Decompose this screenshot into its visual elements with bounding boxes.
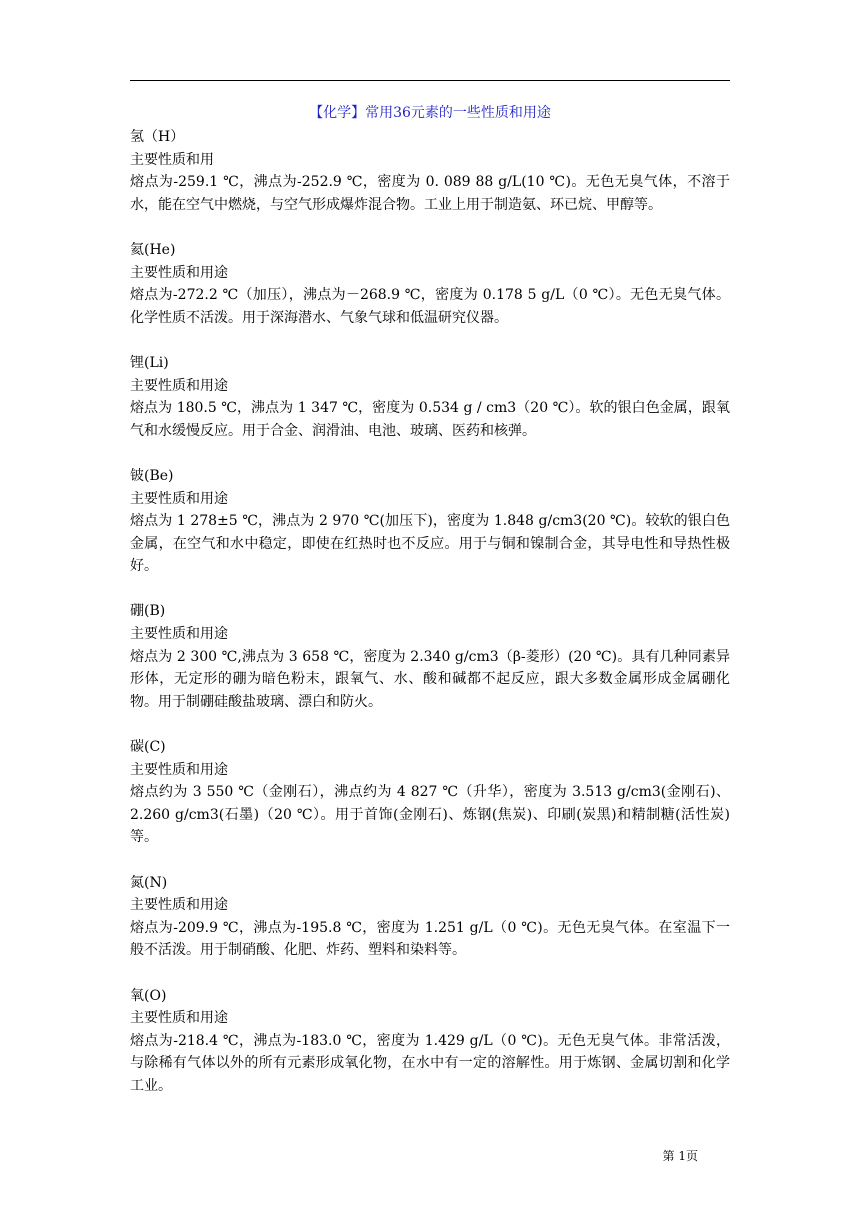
element-description: 熔点为 180.5 ℃，沸点为 1 347 ℃，密度为 0.534 g / cm3（20 ℃）。软的银白色金属，跟氧气和水缓慢反应。用于合金、润滑油、电池、玻璃、医药和核弹。 xyxy=(130,400,730,439)
element-name: 氧(O) xyxy=(130,987,167,1004)
element-subtitle: 主要性质和用途 xyxy=(130,1010,228,1027)
document-body xyxy=(130,126,730,1120)
element-entry-helium xyxy=(130,239,730,329)
page-title: 【化学】常用36元素的一些性质和用途 xyxy=(309,105,551,121)
element-name: 硼(B) xyxy=(130,603,166,620)
element-name: 铍(Be) xyxy=(130,467,174,484)
element-subtitle: 主要性质和用途 xyxy=(130,626,228,643)
element-subtitle: 主要性质和用途 xyxy=(130,897,228,914)
element-subtitle: 主要性质和用 xyxy=(130,151,214,168)
element-description: 熔点为-259.1 ℃，沸点为-252.9 ℃，密度为 0. 089 88 g/L(10 ℃)。无色无臭气体，不溶于水，能在空气中燃烧，与空气形成爆炸混合物。工业上用于制造氨、环已烷、甲醇等。 xyxy=(130,174,730,213)
element-subtitle: 主要性质和用途 xyxy=(130,264,228,281)
element-subtitle: 主要性质和用途 xyxy=(130,377,228,394)
element-description: 熔点为-272.2 ℃（加压），沸点为－268.9 ℃，密度为 0.178 5 g/L（0 ℃）。无色无臭气体。化学性质不活泼。用于深海潜水、气象气球和低温研究仪器。 xyxy=(130,287,730,326)
element-description: 熔点为-209.9 ℃，沸点为-195.8 ℃，密度为 1.251 g/L（0 ℃)。无色无臭气体。在室温下一般不活泼。用于制硝酸、化肥、炸药、塑料和染料等。 xyxy=(130,919,730,959)
element-entry-hydrogen xyxy=(130,126,730,216)
element-entry-boron xyxy=(130,600,730,713)
element-entry-oxygen xyxy=(130,985,730,1098)
element-name: 碳(C) xyxy=(130,739,166,756)
element-name: 氮(N) xyxy=(130,874,168,891)
element-subtitle: 主要性质和用途 xyxy=(130,490,228,507)
element-entry-lithium xyxy=(130,352,730,442)
element-description: 熔点约为 3 550 ℃（金刚石），沸点约为 4 827 ℃（升华），密度为 3.513 g/cm3(金刚石)、2.260 g/cm3(石墨)（20 ℃）。用于首饰(金刚石)、炼钢(焦炭)、印刷(炭黑)和精制糖(活性炭)等。 xyxy=(130,784,730,846)
element-name: 锂(Li) xyxy=(130,354,169,371)
element-subtitle: 主要性质和用途 xyxy=(130,761,228,778)
element-name: 氢（H） xyxy=(130,129,185,145)
page-number: 第 1页 xyxy=(662,1149,698,1163)
element-name: 氦(He) xyxy=(130,241,176,258)
element-description: 熔点为 1 278±5 ℃，沸点为 2 970 ℃(加压下)，密度为 1.848 g/cm3(20 ℃)。较软的银白色金属，在空气和水中稳定，即使在红热时也不反应。用于与铜和镍制合金，其导电性和导热性极好。 xyxy=(130,513,730,575)
element-entry-nitrogen xyxy=(130,872,730,962)
element-description: 熔点为 2 300 ℃,沸点为 3 658 ℃，密度为 2.340 g/cm3（β-菱形）(20 ℃)。具有几种同素异形体，无定形的硼为暗色粉末，跟氧气、水、酸和碱都不起反应，跟大多数金属形成金属硼化物。用于制硼硅酸盐玻璃、漂白和防火。 xyxy=(130,648,730,710)
element-entry-beryllium xyxy=(130,465,730,578)
header-rule xyxy=(130,80,730,81)
element-description: 熔点为-218.4 ℃，沸点为-183.0 ℃，密度为 1.429 g/L（0 ℃)。无色无臭气体。非常活泼，与除稀有气体以外的所有元素形成氧化物，在水中有一定的溶解性。用于炼钢、金属切割和化学工业。 xyxy=(130,1032,730,1094)
element-entry-carbon xyxy=(130,736,730,849)
